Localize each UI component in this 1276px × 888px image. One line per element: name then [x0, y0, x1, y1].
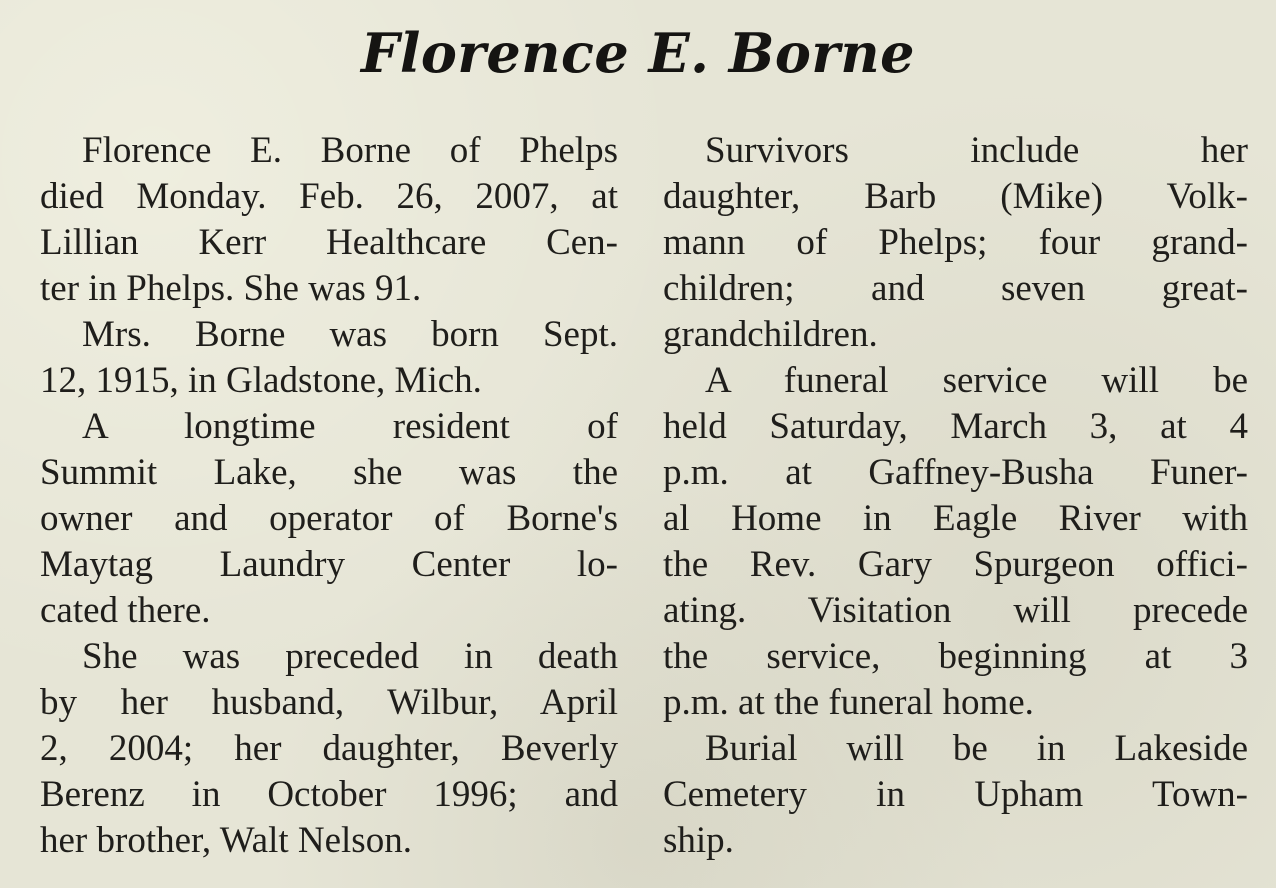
text-line: held Saturday, March 3, at 4 [663, 406, 1248, 447]
text-line: She was preceded in death [82, 636, 618, 677]
left-column [40, 128, 618, 864]
right-column [663, 128, 1248, 864]
text-line: ating. Visitation will precede [663, 590, 1248, 631]
text-line: Mrs. Borne was born Sept. [82, 314, 618, 355]
text-line: 2, 2004; her daughter, Beverly [40, 728, 618, 769]
text-line: by her husband, Wilbur, April [40, 682, 618, 723]
text-line: Maytag Laundry Center lo- [40, 544, 618, 585]
text-line: died Monday. Feb. 26, 2007, at [40, 176, 618, 217]
text-line: Cemetery in Upham Town- [663, 774, 1248, 815]
text-line: p.m. at the funeral home. [663, 682, 1034, 723]
text-line: p.m. at Gaffney-Busha Funer- [663, 452, 1248, 493]
text-line: 12, 1915, in Gladstone, Mich. [40, 360, 482, 401]
text-line: cated there. [40, 590, 211, 631]
text-line: Florence E. Borne of Phelps [82, 130, 618, 171]
text-line: al Home in Eagle River with [663, 498, 1248, 539]
text-line: Burial will be in Lakeside [705, 728, 1248, 769]
obituary-title: Florence E. Borne [361, 21, 915, 85]
text-line: Summit Lake, she was the [40, 452, 618, 493]
text-line: daughter, Barb (Mike) Volk- [663, 176, 1248, 217]
text-line: mann of Phelps; four grand- [663, 222, 1248, 263]
text-line: A longtime resident of [82, 406, 618, 447]
text-line: the service, beginning at 3 [663, 636, 1248, 677]
text-line: Berenz in October 1996; and [40, 774, 618, 815]
text-line: A funeral service will be [705, 360, 1248, 401]
text-line: owner and operator of Borne's [40, 498, 618, 539]
text-line: the Rev. Gary Spurgeon offici- [663, 544, 1248, 585]
text-line: grandchildren. [663, 314, 878, 355]
text-line: Lillian Kerr Healthcare Cen- [40, 222, 618, 263]
text-line: her brother, Walt Nelson. [40, 820, 412, 861]
text-line: children; and seven great- [663, 268, 1248, 309]
text-line: ter in Phelps. She was 91. [40, 268, 422, 309]
text-line: ship. [663, 820, 734, 861]
text-line: Survivors include her [705, 130, 1248, 171]
